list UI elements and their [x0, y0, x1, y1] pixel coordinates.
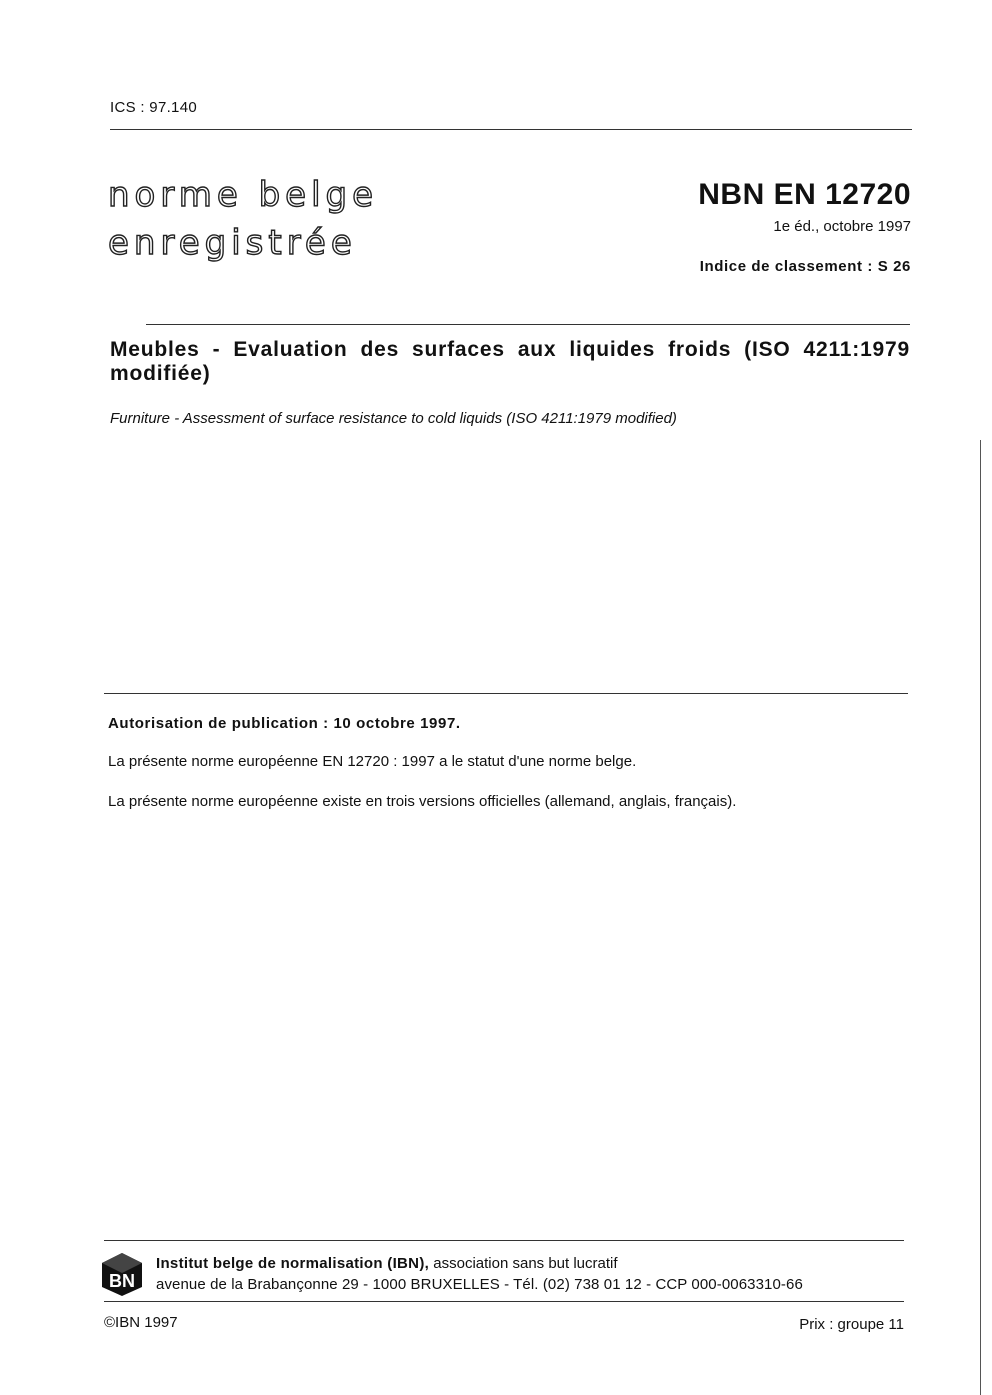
- publication-authorization: Autorisation de publication : 10 octobre 1997.: [108, 715, 461, 732]
- series-title-line1: norme belge: [108, 175, 379, 215]
- standard-number: NBN EN 12720: [698, 178, 911, 211]
- edition-date: 1e éd., octobre 1997: [773, 218, 911, 235]
- institute-line: [156, 1255, 618, 1272]
- versions-paragraph: La présente norme européenne existe en trois versions officielles (allemand, anglais, français).: [108, 793, 737, 810]
- logo-text: BN: [109, 1271, 135, 1291]
- document-title-english: Furniture - Assessment of surface resistance to cold liquids (ISO 4211:1979 modified): [110, 410, 677, 427]
- status-paragraph: La présente norme européenne EN 12720 : 1997 a le statut d'une norme belge.: [108, 753, 637, 770]
- institute-name: Institut belge de normalisation (IBN),: [156, 1255, 430, 1272]
- series-title-line2: enregistrée: [108, 223, 357, 263]
- price-group: Prix : groupe 11: [799, 1316, 904, 1333]
- title-divider: [146, 324, 910, 325]
- ics-code: ICS : 97.140: [110, 99, 197, 116]
- top-divider: [110, 129, 912, 130]
- footer-divider-bottom: [104, 1301, 904, 1302]
- institute-description: association sans but lucratif: [429, 1255, 618, 1272]
- ibn-logo: [99, 1251, 145, 1297]
- institute-address: avenue de la Brabançonne 29 - 1000 BRUXELLES - Tél. (02) 738 01 12 - CCP 000-0063310-66: [156, 1276, 803, 1293]
- copyright: ©IBN 1997: [104, 1314, 178, 1331]
- body-divider: [104, 693, 908, 694]
- footer-divider-top: [104, 1240, 904, 1241]
- classification-index: Indice de classement : S 26: [699, 258, 911, 275]
- page-edge-line: [980, 440, 981, 1395]
- document-title-french: Meubles - Evaluation des surfaces aux liquides froids (ISO 4211:1979 modifiée): [110, 338, 910, 385]
